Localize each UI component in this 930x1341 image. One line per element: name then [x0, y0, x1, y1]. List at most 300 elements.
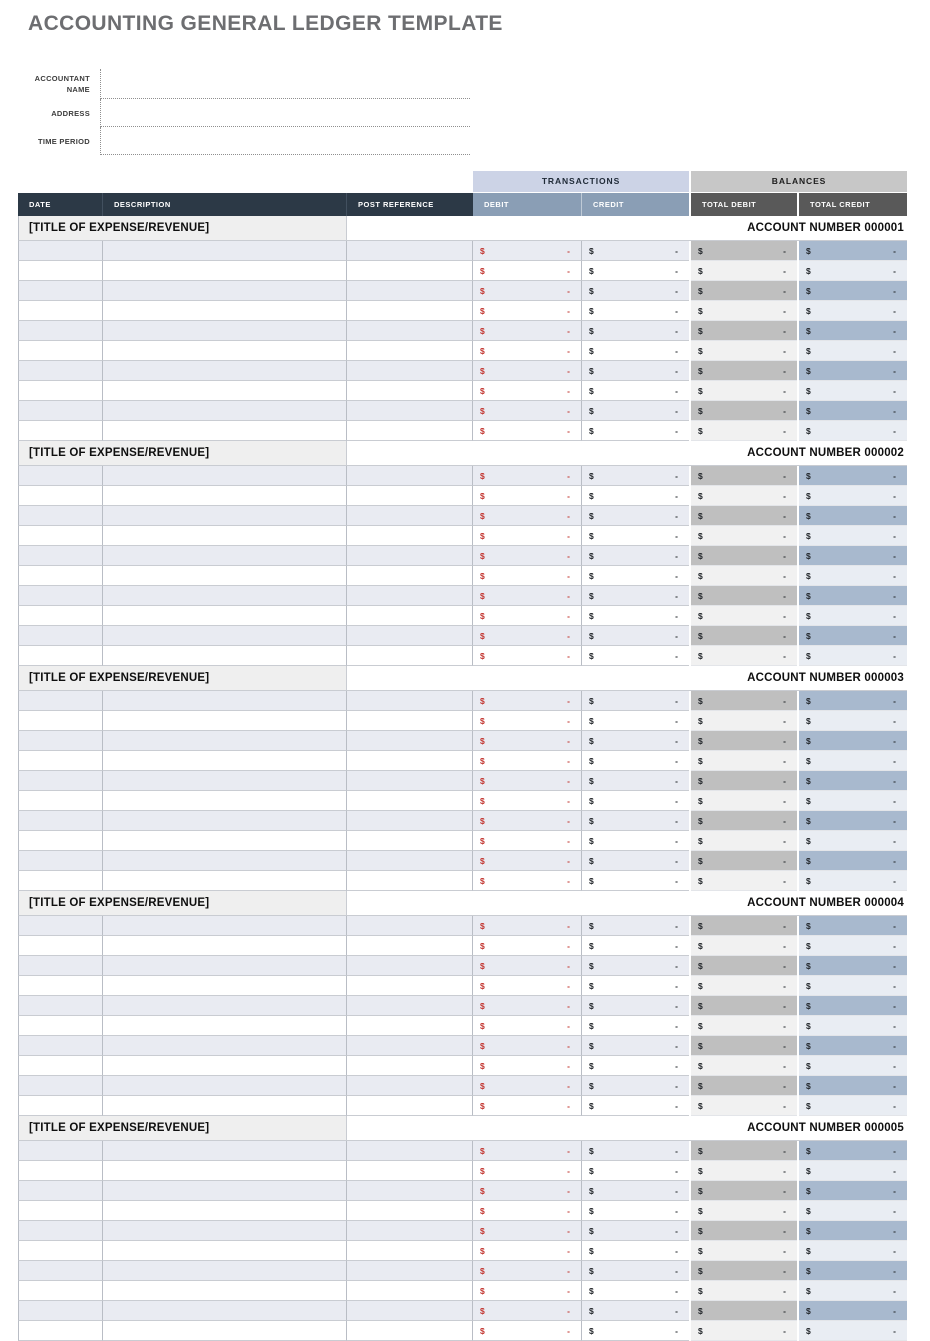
- date-cell[interactable]: [18, 691, 103, 711]
- total-credit-cell[interactable]: [799, 1321, 907, 1341]
- debit-cell[interactable]: [473, 646, 582, 666]
- date-cell[interactable]: [18, 976, 103, 996]
- description-cell[interactable]: [103, 381, 347, 401]
- total-credit-cell[interactable]: [799, 401, 907, 421]
- post-reference-cell[interactable]: [347, 1321, 473, 1341]
- debit-cell[interactable]: [473, 626, 582, 646]
- description-cell[interactable]: [103, 586, 347, 606]
- total-credit-cell[interactable]: [799, 956, 907, 976]
- total-credit-cell[interactable]: [799, 526, 907, 546]
- date-cell[interactable]: [18, 871, 103, 891]
- debit-cell[interactable]: [473, 1076, 582, 1096]
- debit-cell[interactable]: [473, 241, 582, 261]
- total-debit-cell[interactable]: [691, 321, 797, 341]
- total-credit-cell[interactable]: [799, 1261, 907, 1281]
- debit-cell[interactable]: [473, 1321, 582, 1341]
- description-cell[interactable]: [103, 1281, 347, 1301]
- post-reference-cell[interactable]: [347, 466, 473, 486]
- description-cell[interactable]: [103, 976, 347, 996]
- description-cell[interactable]: [103, 1201, 347, 1221]
- credit-cell[interactable]: [582, 241, 689, 261]
- total-debit-cell[interactable]: [691, 916, 797, 936]
- total-debit-cell[interactable]: [691, 566, 797, 586]
- date-cell[interactable]: [18, 361, 103, 381]
- date-cell[interactable]: [18, 1241, 103, 1261]
- total-credit-cell[interactable]: [799, 466, 907, 486]
- credit-cell[interactable]: [582, 401, 689, 421]
- description-cell[interactable]: [103, 421, 347, 441]
- description-cell[interactable]: [103, 341, 347, 361]
- total-credit-cell[interactable]: [799, 851, 907, 871]
- total-credit-cell[interactable]: [799, 646, 907, 666]
- description-cell[interactable]: [103, 871, 347, 891]
- total-debit-cell[interactable]: [691, 1141, 797, 1161]
- description-cell[interactable]: [103, 506, 347, 526]
- total-debit-cell[interactable]: [691, 526, 797, 546]
- description-cell[interactable]: [103, 751, 347, 771]
- description-cell[interactable]: [103, 1181, 347, 1201]
- debit-cell[interactable]: [473, 831, 582, 851]
- total-credit-cell[interactable]: [799, 1201, 907, 1221]
- total-debit-cell[interactable]: [691, 1076, 797, 1096]
- total-debit-cell[interactable]: [691, 711, 797, 731]
- description-cell[interactable]: [103, 261, 347, 281]
- total-credit-cell[interactable]: [799, 996, 907, 1016]
- post-reference-cell[interactable]: [347, 281, 473, 301]
- debit-cell[interactable]: [473, 976, 582, 996]
- description-cell[interactable]: [103, 996, 347, 1016]
- description-cell[interactable]: [103, 1321, 347, 1341]
- total-debit-cell[interactable]: [691, 361, 797, 381]
- total-debit-cell[interactable]: [691, 1241, 797, 1261]
- description-cell[interactable]: [103, 361, 347, 381]
- description-cell[interactable]: [103, 1161, 347, 1181]
- credit-cell[interactable]: [582, 281, 689, 301]
- total-credit-cell[interactable]: [799, 381, 907, 401]
- credit-cell[interactable]: [582, 1241, 689, 1261]
- description-cell[interactable]: [103, 1096, 347, 1116]
- total-debit-cell[interactable]: [691, 381, 797, 401]
- credit-cell[interactable]: [582, 1141, 689, 1161]
- credit-cell[interactable]: [582, 1016, 689, 1036]
- total-debit-cell[interactable]: [691, 1096, 797, 1116]
- description-cell[interactable]: [103, 466, 347, 486]
- post-reference-cell[interactable]: [347, 646, 473, 666]
- post-reference-cell[interactable]: [347, 241, 473, 261]
- post-reference-cell[interactable]: [347, 421, 473, 441]
- debit-cell[interactable]: [473, 1301, 582, 1321]
- date-cell[interactable]: [18, 466, 103, 486]
- date-cell[interactable]: [18, 421, 103, 441]
- total-debit-cell[interactable]: [691, 1221, 797, 1241]
- total-debit-cell[interactable]: [691, 831, 797, 851]
- description-cell[interactable]: [103, 626, 347, 646]
- total-credit-cell[interactable]: [799, 486, 907, 506]
- section-title[interactable]: [TITLE OF EXPENSE/REVENUE]: [18, 216, 347, 241]
- total-credit-cell[interactable]: [799, 546, 907, 566]
- credit-cell[interactable]: [582, 646, 689, 666]
- date-cell[interactable]: [18, 771, 103, 791]
- date-cell[interactable]: [18, 301, 103, 321]
- credit-cell[interactable]: [582, 1321, 689, 1341]
- description-cell[interactable]: [103, 791, 347, 811]
- date-cell[interactable]: [18, 321, 103, 341]
- debit-cell[interactable]: [473, 506, 582, 526]
- accountant-name-field[interactable]: [100, 69, 470, 99]
- total-credit-cell[interactable]: [799, 361, 907, 381]
- debit-cell[interactable]: [473, 281, 582, 301]
- post-reference-cell[interactable]: [347, 301, 473, 321]
- date-cell[interactable]: [18, 506, 103, 526]
- total-debit-cell[interactable]: [691, 401, 797, 421]
- credit-cell[interactable]: [582, 1301, 689, 1321]
- credit-cell[interactable]: [582, 916, 689, 936]
- credit-cell[interactable]: [582, 321, 689, 341]
- debit-cell[interactable]: [473, 916, 582, 936]
- total-credit-cell[interactable]: [799, 1076, 907, 1096]
- post-reference-cell[interactable]: [347, 1181, 473, 1201]
- debit-cell[interactable]: [473, 936, 582, 956]
- debit-cell[interactable]: [473, 1096, 582, 1116]
- section-title[interactable]: [TITLE OF EXPENSE/REVENUE]: [18, 441, 347, 466]
- debit-cell[interactable]: [473, 1141, 582, 1161]
- total-debit-cell[interactable]: [691, 751, 797, 771]
- debit-cell[interactable]: [473, 606, 582, 626]
- description-cell[interactable]: [103, 1301, 347, 1321]
- debit-cell[interactable]: [473, 466, 582, 486]
- post-reference-cell[interactable]: [347, 1281, 473, 1301]
- description-cell[interactable]: [103, 691, 347, 711]
- credit-cell[interactable]: [582, 1221, 689, 1241]
- total-credit-cell[interactable]: [799, 771, 907, 791]
- date-cell[interactable]: [18, 811, 103, 831]
- total-debit-cell[interactable]: [691, 1181, 797, 1201]
- credit-cell[interactable]: [582, 1036, 689, 1056]
- debit-cell[interactable]: [473, 361, 582, 381]
- address-field[interactable]: [100, 99, 470, 127]
- credit-cell[interactable]: [582, 831, 689, 851]
- credit-cell[interactable]: [582, 711, 689, 731]
- description-cell[interactable]: [103, 1076, 347, 1096]
- post-reference-cell[interactable]: [347, 956, 473, 976]
- total-credit-cell[interactable]: [799, 691, 907, 711]
- post-reference-cell[interactable]: [347, 586, 473, 606]
- credit-cell[interactable]: [582, 566, 689, 586]
- total-credit-cell[interactable]: [799, 1141, 907, 1161]
- debit-cell[interactable]: [473, 321, 582, 341]
- description-cell[interactable]: [103, 811, 347, 831]
- debit-cell[interactable]: [473, 751, 582, 771]
- credit-cell[interactable]: [582, 341, 689, 361]
- credit-cell[interactable]: [582, 626, 689, 646]
- total-credit-cell[interactable]: [799, 606, 907, 626]
- credit-cell[interactable]: [582, 421, 689, 441]
- credit-cell[interactable]: [582, 466, 689, 486]
- description-cell[interactable]: [103, 526, 347, 546]
- date-cell[interactable]: [18, 341, 103, 361]
- post-reference-cell[interactable]: [347, 831, 473, 851]
- post-reference-cell[interactable]: [347, 936, 473, 956]
- total-debit-cell[interactable]: [691, 771, 797, 791]
- total-credit-cell[interactable]: [799, 1161, 907, 1181]
- date-cell[interactable]: [18, 956, 103, 976]
- description-cell[interactable]: [103, 401, 347, 421]
- post-reference-cell[interactable]: [347, 731, 473, 751]
- total-credit-cell[interactable]: [799, 751, 907, 771]
- date-cell[interactable]: [18, 606, 103, 626]
- total-credit-cell[interactable]: [799, 1221, 907, 1241]
- credit-cell[interactable]: [582, 381, 689, 401]
- total-debit-cell[interactable]: [691, 281, 797, 301]
- date-cell[interactable]: [18, 1036, 103, 1056]
- date-cell[interactable]: [18, 711, 103, 731]
- debit-cell[interactable]: [473, 526, 582, 546]
- date-cell[interactable]: [18, 1261, 103, 1281]
- description-cell[interactable]: [103, 1261, 347, 1281]
- credit-cell[interactable]: [582, 811, 689, 831]
- debit-cell[interactable]: [473, 1056, 582, 1076]
- total-credit-cell[interactable]: [799, 916, 907, 936]
- post-reference-cell[interactable]: [347, 691, 473, 711]
- total-credit-cell[interactable]: [799, 566, 907, 586]
- credit-cell[interactable]: [582, 586, 689, 606]
- description-cell[interactable]: [103, 936, 347, 956]
- total-credit-cell[interactable]: [799, 1056, 907, 1076]
- credit-cell[interactable]: [582, 871, 689, 891]
- total-debit-cell[interactable]: [691, 546, 797, 566]
- description-cell[interactable]: [103, 646, 347, 666]
- debit-cell[interactable]: [473, 421, 582, 441]
- credit-cell[interactable]: [582, 1261, 689, 1281]
- debit-cell[interactable]: [473, 381, 582, 401]
- description-cell[interactable]: [103, 281, 347, 301]
- total-debit-cell[interactable]: [691, 1036, 797, 1056]
- date-cell[interactable]: [18, 1321, 103, 1341]
- date-cell[interactable]: [18, 566, 103, 586]
- total-debit-cell[interactable]: [691, 691, 797, 711]
- date-cell[interactable]: [18, 1056, 103, 1076]
- date-cell[interactable]: [18, 751, 103, 771]
- total-debit-cell[interactable]: [691, 996, 797, 1016]
- date-cell[interactable]: [18, 791, 103, 811]
- total-credit-cell[interactable]: [799, 321, 907, 341]
- debit-cell[interactable]: [473, 261, 582, 281]
- total-credit-cell[interactable]: [799, 1301, 907, 1321]
- post-reference-cell[interactable]: [347, 771, 473, 791]
- date-cell[interactable]: [18, 851, 103, 871]
- description-cell[interactable]: [103, 831, 347, 851]
- post-reference-cell[interactable]: [347, 1141, 473, 1161]
- total-credit-cell[interactable]: [799, 711, 907, 731]
- post-reference-cell[interactable]: [347, 1241, 473, 1261]
- description-cell[interactable]: [103, 851, 347, 871]
- debit-cell[interactable]: [473, 546, 582, 566]
- debit-cell[interactable]: [473, 691, 582, 711]
- post-reference-cell[interactable]: [347, 811, 473, 831]
- description-cell[interactable]: [103, 956, 347, 976]
- total-debit-cell[interactable]: [691, 811, 797, 831]
- post-reference-cell[interactable]: [347, 791, 473, 811]
- date-cell[interactable]: [18, 381, 103, 401]
- post-reference-cell[interactable]: [347, 486, 473, 506]
- total-debit-cell[interactable]: [691, 1261, 797, 1281]
- post-reference-cell[interactable]: [347, 1301, 473, 1321]
- total-credit-cell[interactable]: [799, 831, 907, 851]
- description-cell[interactable]: [103, 566, 347, 586]
- total-debit-cell[interactable]: [691, 1301, 797, 1321]
- post-reference-cell[interactable]: [347, 1096, 473, 1116]
- credit-cell[interactable]: [582, 771, 689, 791]
- debit-cell[interactable]: [473, 301, 582, 321]
- total-debit-cell[interactable]: [691, 646, 797, 666]
- post-reference-cell[interactable]: [347, 361, 473, 381]
- description-cell[interactable]: [103, 301, 347, 321]
- total-credit-cell[interactable]: [799, 936, 907, 956]
- total-debit-cell[interactable]: [691, 341, 797, 361]
- credit-cell[interactable]: [582, 691, 689, 711]
- total-debit-cell[interactable]: [691, 871, 797, 891]
- total-debit-cell[interactable]: [691, 626, 797, 646]
- debit-cell[interactable]: [473, 771, 582, 791]
- post-reference-cell[interactable]: [347, 751, 473, 771]
- post-reference-cell[interactable]: [347, 871, 473, 891]
- debit-cell[interactable]: [473, 1281, 582, 1301]
- debit-cell[interactable]: [473, 871, 582, 891]
- total-credit-cell[interactable]: [799, 791, 907, 811]
- total-credit-cell[interactable]: [799, 731, 907, 751]
- date-cell[interactable]: [18, 916, 103, 936]
- description-cell[interactable]: [103, 1141, 347, 1161]
- debit-cell[interactable]: [473, 851, 582, 871]
- total-debit-cell[interactable]: [691, 506, 797, 526]
- post-reference-cell[interactable]: [347, 341, 473, 361]
- date-cell[interactable]: [18, 1016, 103, 1036]
- total-debit-cell[interactable]: [691, 851, 797, 871]
- section-title[interactable]: [TITLE OF EXPENSE/REVENUE]: [18, 666, 347, 691]
- post-reference-cell[interactable]: [347, 1056, 473, 1076]
- credit-cell[interactable]: [582, 791, 689, 811]
- debit-cell[interactable]: [473, 1261, 582, 1281]
- description-cell[interactable]: [103, 771, 347, 791]
- credit-cell[interactable]: [582, 1076, 689, 1096]
- debit-cell[interactable]: [473, 996, 582, 1016]
- credit-cell[interactable]: [582, 301, 689, 321]
- post-reference-cell[interactable]: [347, 261, 473, 281]
- total-credit-cell[interactable]: [799, 241, 907, 261]
- date-cell[interactable]: [18, 526, 103, 546]
- post-reference-cell[interactable]: [347, 1076, 473, 1096]
- credit-cell[interactable]: [582, 1181, 689, 1201]
- total-credit-cell[interactable]: [799, 1281, 907, 1301]
- description-cell[interactable]: [103, 241, 347, 261]
- credit-cell[interactable]: [582, 486, 689, 506]
- description-cell[interactable]: [103, 1241, 347, 1261]
- date-cell[interactable]: [18, 646, 103, 666]
- total-debit-cell[interactable]: [691, 586, 797, 606]
- date-cell[interactable]: [18, 1301, 103, 1321]
- debit-cell[interactable]: [473, 1036, 582, 1056]
- total-credit-cell[interactable]: [799, 976, 907, 996]
- total-credit-cell[interactable]: [799, 1096, 907, 1116]
- total-debit-cell[interactable]: [691, 421, 797, 441]
- date-cell[interactable]: [18, 546, 103, 566]
- date-cell[interactable]: [18, 1141, 103, 1161]
- debit-cell[interactable]: [473, 486, 582, 506]
- date-cell[interactable]: [18, 996, 103, 1016]
- total-credit-cell[interactable]: [799, 871, 907, 891]
- post-reference-cell[interactable]: [347, 1036, 473, 1056]
- credit-cell[interactable]: [582, 851, 689, 871]
- post-reference-cell[interactable]: [347, 1161, 473, 1181]
- date-cell[interactable]: [18, 1161, 103, 1181]
- credit-cell[interactable]: [582, 1281, 689, 1301]
- date-cell[interactable]: [18, 586, 103, 606]
- section-title[interactable]: [TITLE OF EXPENSE/REVENUE]: [18, 891, 347, 916]
- post-reference-cell[interactable]: [347, 1261, 473, 1281]
- section-title[interactable]: [TITLE OF EXPENSE/REVENUE]: [18, 1116, 347, 1141]
- total-debit-cell[interactable]: [691, 1161, 797, 1181]
- date-cell[interactable]: [18, 281, 103, 301]
- date-cell[interactable]: [18, 401, 103, 421]
- post-reference-cell[interactable]: [347, 566, 473, 586]
- credit-cell[interactable]: [582, 976, 689, 996]
- date-cell[interactable]: [18, 241, 103, 261]
- date-cell[interactable]: [18, 1096, 103, 1116]
- post-reference-cell[interactable]: [347, 606, 473, 626]
- debit-cell[interactable]: [473, 586, 582, 606]
- post-reference-cell[interactable]: [347, 1221, 473, 1241]
- debit-cell[interactable]: [473, 711, 582, 731]
- description-cell[interactable]: [103, 606, 347, 626]
- credit-cell[interactable]: [582, 506, 689, 526]
- total-debit-cell[interactable]: [691, 486, 797, 506]
- credit-cell[interactable]: [582, 1201, 689, 1221]
- total-credit-cell[interactable]: [799, 811, 907, 831]
- date-cell[interactable]: [18, 936, 103, 956]
- date-cell[interactable]: [18, 1221, 103, 1241]
- credit-cell[interactable]: [582, 261, 689, 281]
- debit-cell[interactable]: [473, 1201, 582, 1221]
- post-reference-cell[interactable]: [347, 1201, 473, 1221]
- debit-cell[interactable]: [473, 401, 582, 421]
- description-cell[interactable]: [103, 486, 347, 506]
- debit-cell[interactable]: [473, 1181, 582, 1201]
- post-reference-cell[interactable]: [347, 976, 473, 996]
- total-credit-cell[interactable]: [799, 626, 907, 646]
- debit-cell[interactable]: [473, 341, 582, 361]
- credit-cell[interactable]: [582, 361, 689, 381]
- post-reference-cell[interactable]: [347, 321, 473, 341]
- debit-cell[interactable]: [473, 1161, 582, 1181]
- credit-cell[interactable]: [582, 526, 689, 546]
- post-reference-cell[interactable]: [347, 916, 473, 936]
- total-debit-cell[interactable]: [691, 1281, 797, 1301]
- total-debit-cell[interactable]: [691, 466, 797, 486]
- total-debit-cell[interactable]: [691, 301, 797, 321]
- debit-cell[interactable]: [473, 1221, 582, 1241]
- date-cell[interactable]: [18, 1181, 103, 1201]
- date-cell[interactable]: [18, 486, 103, 506]
- total-credit-cell[interactable]: [799, 1016, 907, 1036]
- date-cell[interactable]: [18, 1201, 103, 1221]
- description-cell[interactable]: [103, 916, 347, 936]
- post-reference-cell[interactable]: [347, 506, 473, 526]
- total-debit-cell[interactable]: [691, 1016, 797, 1036]
- total-credit-cell[interactable]: [799, 261, 907, 281]
- debit-cell[interactable]: [473, 811, 582, 831]
- date-cell[interactable]: [18, 261, 103, 281]
- date-cell[interactable]: [18, 731, 103, 751]
